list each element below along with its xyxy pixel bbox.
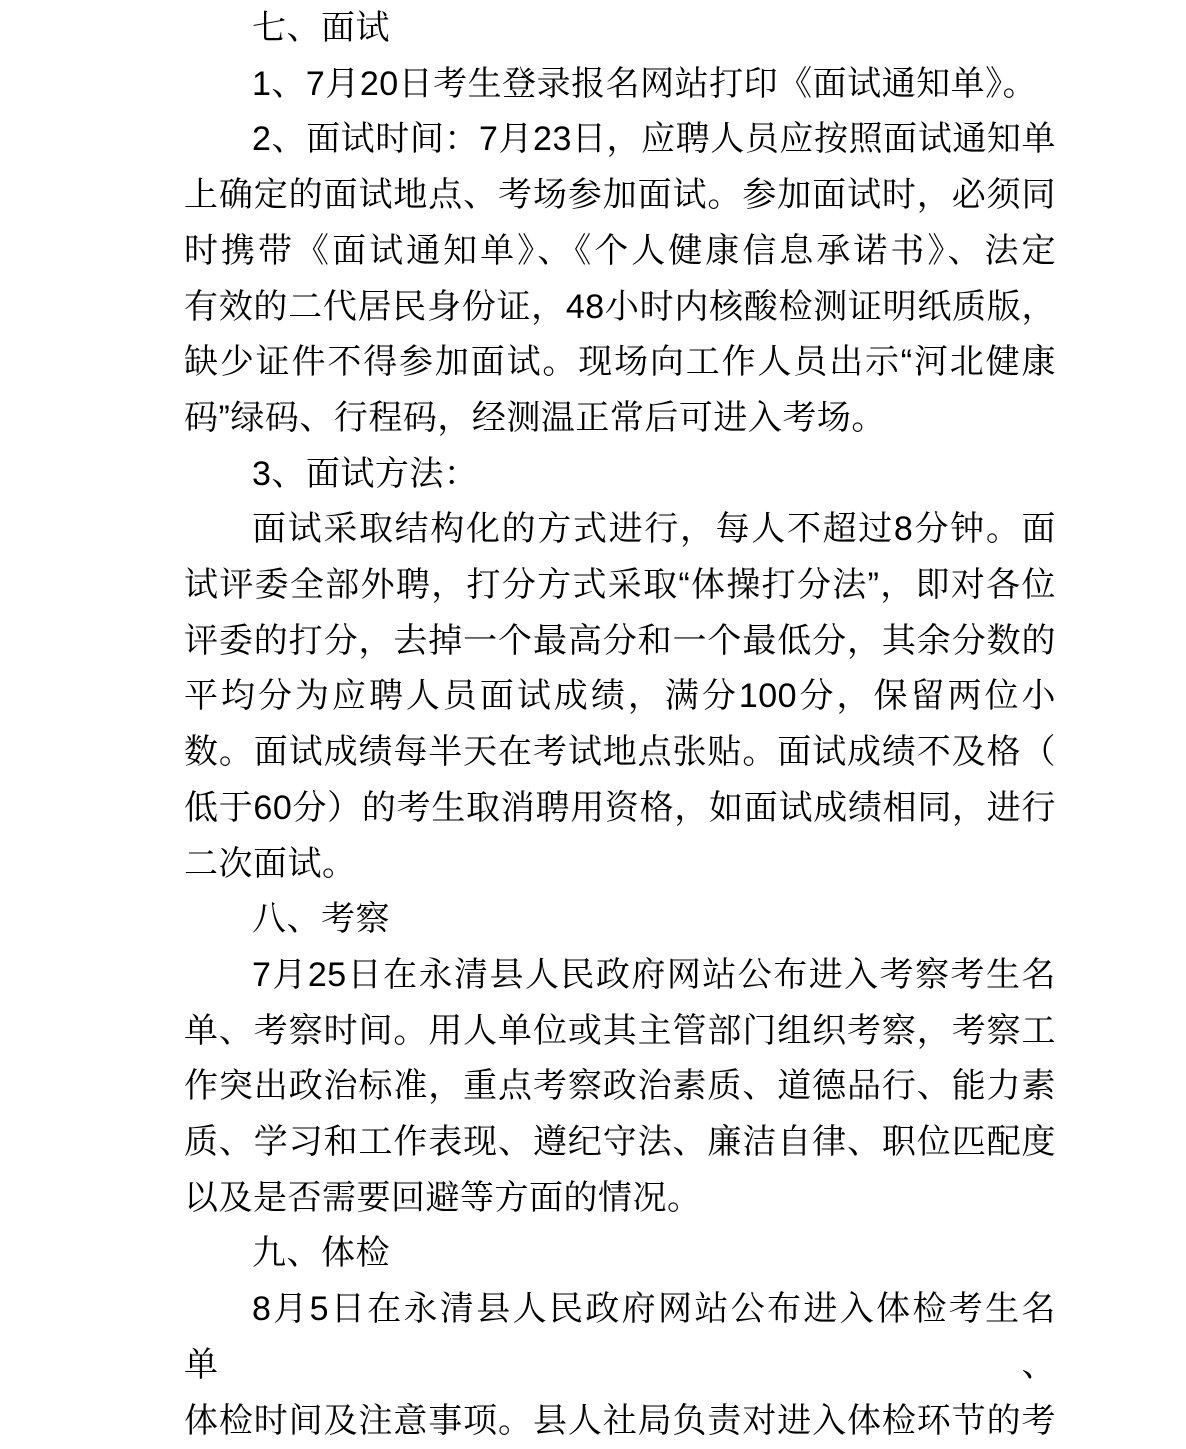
text-line: 面试采取结构化的方式进行，每人不超过8分钟。面 xyxy=(252,510,1056,549)
text-line: 评委的打分，去掉一个最高分和一个最低分，其余分数的 xyxy=(184,621,1056,660)
section-heading-interview: 七、面试 xyxy=(252,9,390,47)
text-line: 质、学习和工作表现、遵纪守法、廉洁自律、职位匹配度 xyxy=(184,1123,1056,1162)
text-line: 以及是否需要回避等方面的情况。 xyxy=(184,1178,702,1217)
text-line: 有效的二代居民身份证，48小时内核酸检测证明纸质版， xyxy=(184,287,1056,326)
text-line: 8月5日在永清县人民政府网站公布进入体检考生名单、 xyxy=(184,1290,1056,1384)
text-line: 时携带《面试通知单》、《个人健康信息承诺书》、法定 xyxy=(184,231,1056,270)
text-line: 7月25日在永清县人民政府网站公布进入考察考生名 xyxy=(252,955,1056,994)
section-heading-physical-exam: 九、体检 xyxy=(252,1234,390,1273)
text-line: 上确定的面试地点、考场参加面试。参加面试时，必须同 xyxy=(184,176,1056,215)
text-line: 试评委全部外聘，打分方式采取“体操打分法”，即对各位 xyxy=(184,566,1056,605)
text-line: 2、面试时间：7月23日，应聘人员应按照面试通知单 xyxy=(252,120,1056,159)
text-line: 低于60分）的考生取消聘用资格，如面试成绩相同，进行 xyxy=(184,788,1056,827)
text-line: 二次面试。 xyxy=(184,844,357,883)
text-line: 平均分为应聘人员面试成绩，满分100分，保留两位小 xyxy=(184,677,1056,716)
text-line: 码”绿码、行程码，经测温正常后可进入考场。 xyxy=(184,398,886,437)
section-heading-inspection: 八、考察 xyxy=(252,900,390,939)
text-line: 作突出政治标准，重点考察政治素质、道德品行、能力素 xyxy=(184,1067,1056,1106)
subheading-interview-method: 3、面试方法： xyxy=(252,454,479,493)
text-line: 体检时间及注意事项。县人社局负责对进入体检环节的考 xyxy=(184,1401,1056,1440)
text-line: 1、7月20日考生登录报名网站打印《面试通知单》。 xyxy=(252,64,1038,103)
text-line: 单、考察时间。用人单位或其主管部门组织考察，考察工 xyxy=(184,1011,1056,1050)
text-line: 缺少证件不得参加面试。现场向工作人员出示“河北健康 xyxy=(184,343,1056,382)
text-line: 数。面试成绩每半天在考试地点张贴。面试成绩不及格（ xyxy=(184,733,1056,772)
